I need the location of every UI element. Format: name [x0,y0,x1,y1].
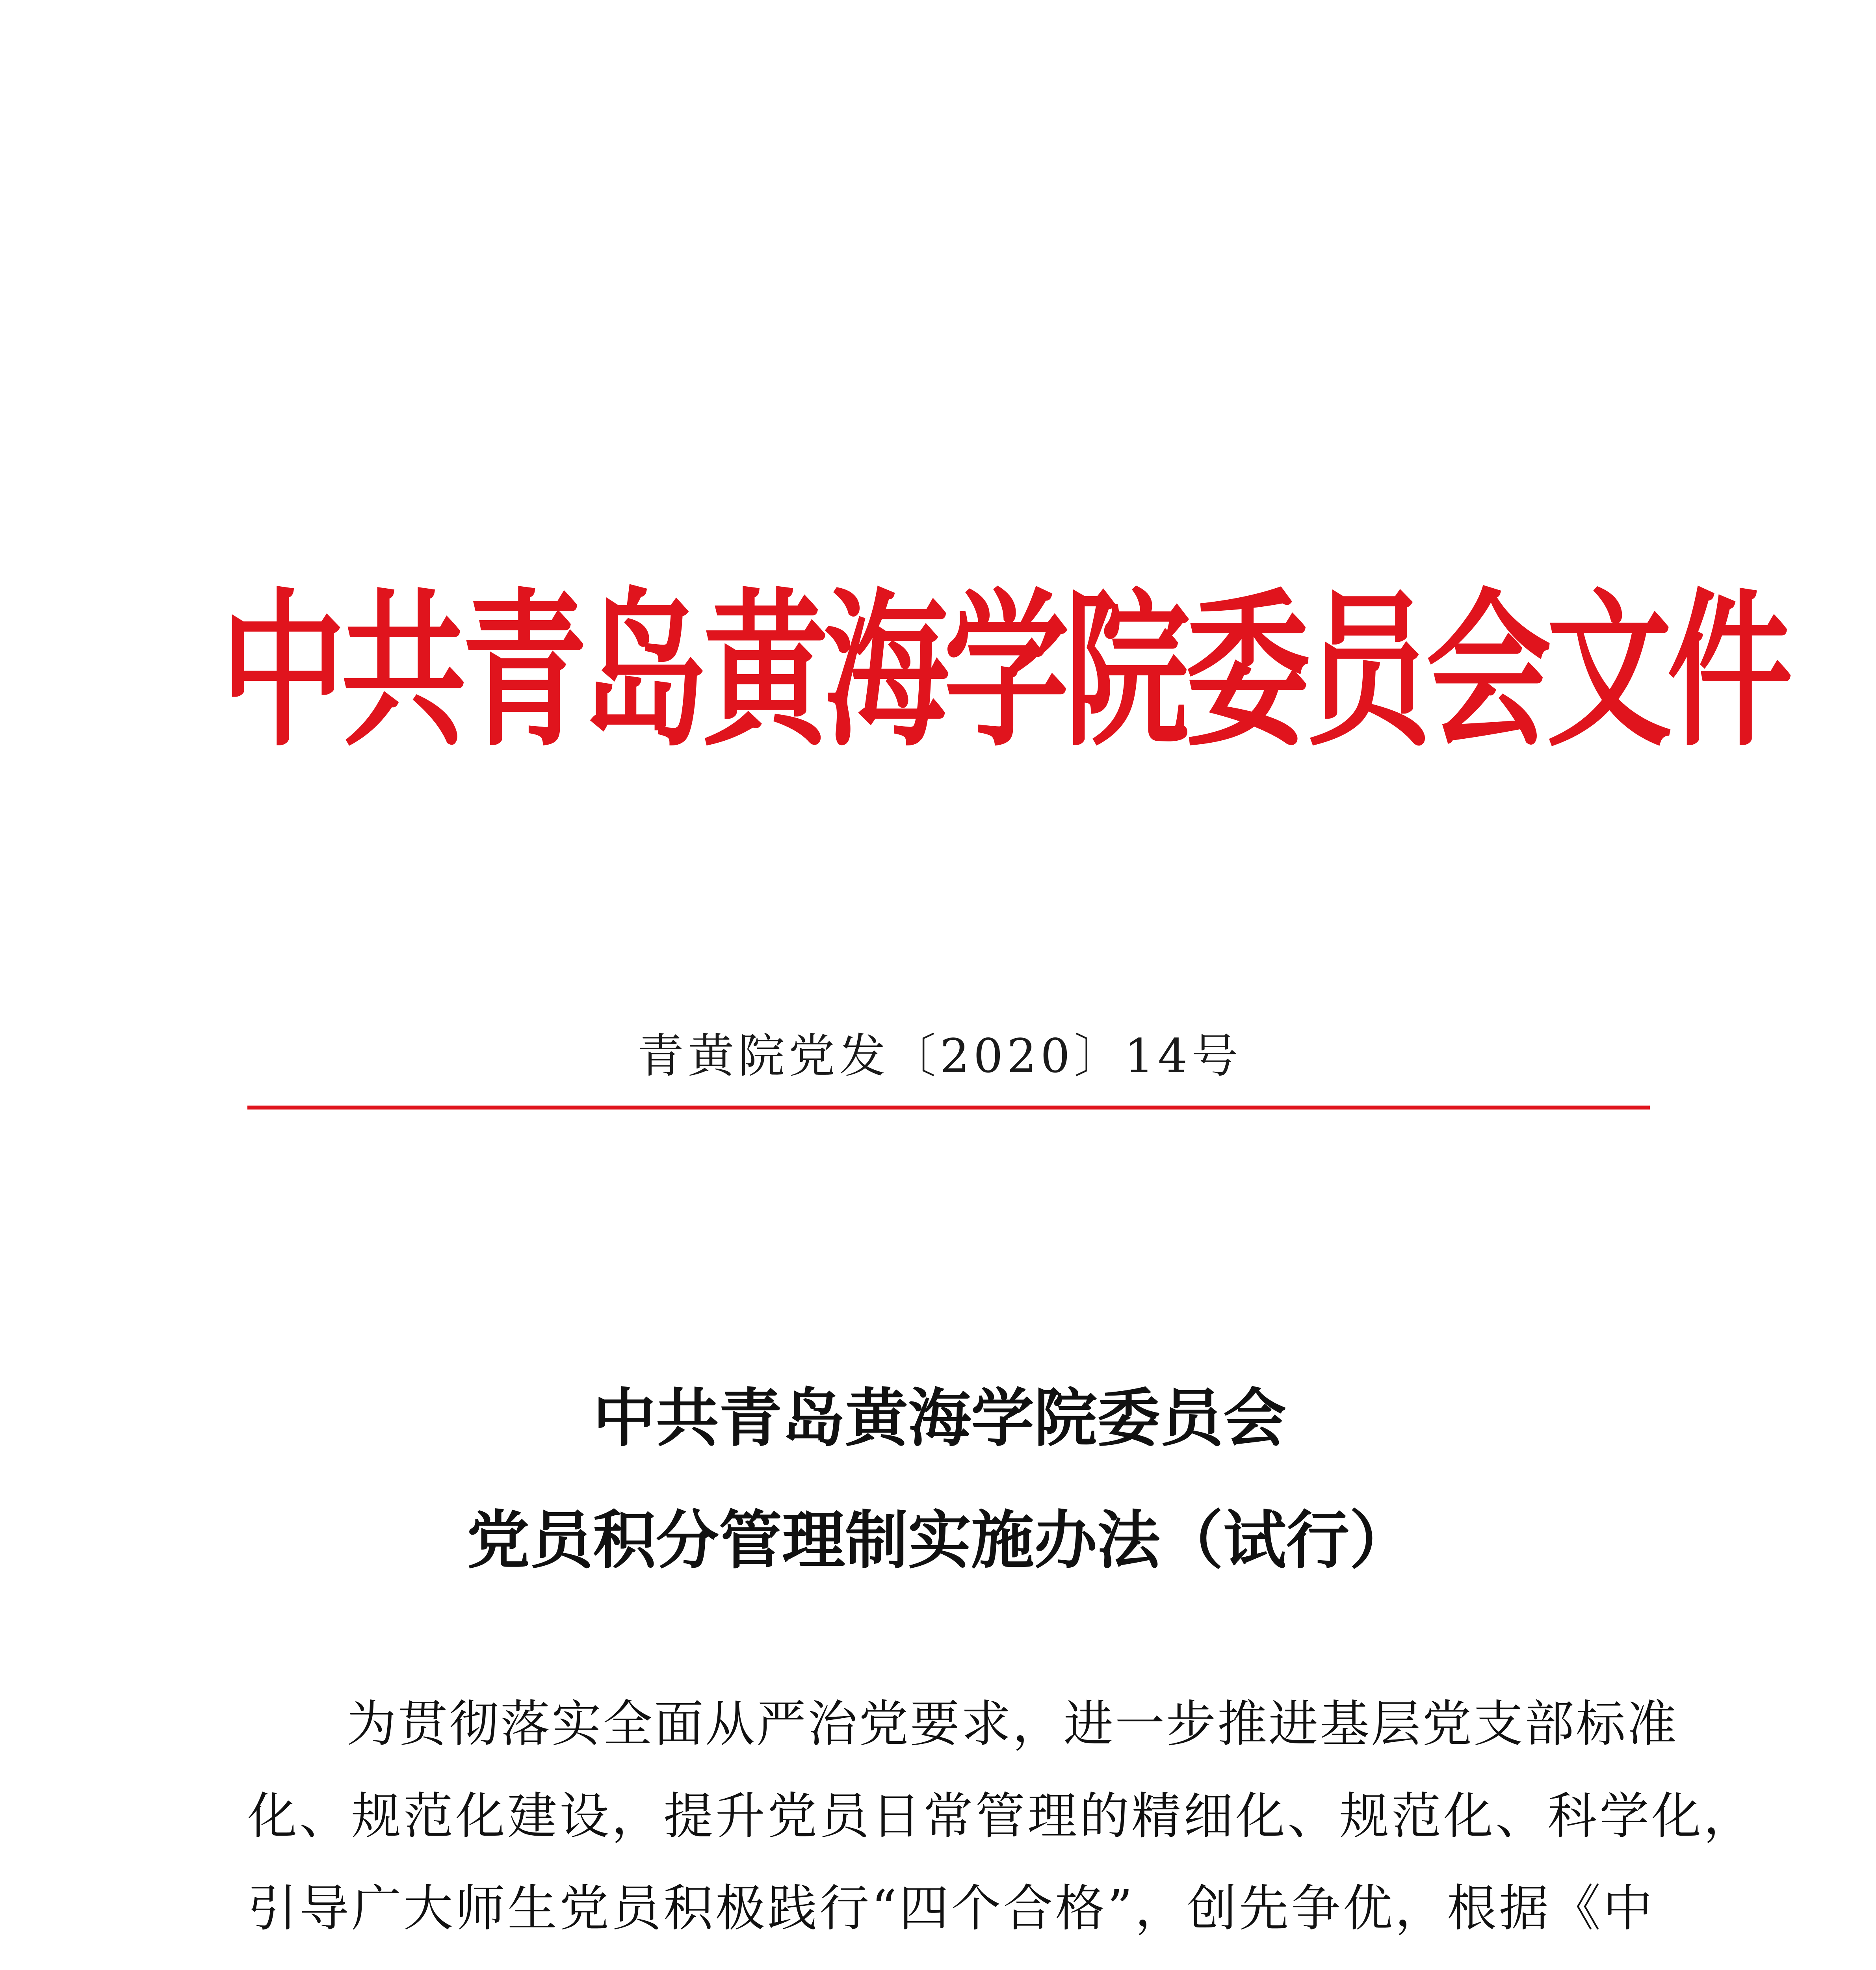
document-header-title: 中共青岛黄海学院委员会文件 [221,571,1788,769]
document-title-line-2: 党员积分管理制实施办法（试行） [466,1504,1412,1577]
document-number: 青黄院党发〔2020〕14号 [637,1029,1242,1083]
paragraph-1-line-3: 引导广大师生党员积极践行“四个合格”，创先争优，根据《中 [247,1879,1655,1937]
paragraph-1-line-2: 化、规范化建设，提升党员日常管理的精细化、规范化、科学化， [247,1787,1755,1845]
paragraph-1-line-4 [247,1968,1650,1970]
document-title-line-1: 中共青岛黄海学院委员会 [593,1381,1286,1455]
paragraph-1-line-1: 为贯彻落实全面从严治党要求，进一步推进基层党支部标准 [347,1695,1678,1753]
red-divider-rule [247,1106,1650,1110]
